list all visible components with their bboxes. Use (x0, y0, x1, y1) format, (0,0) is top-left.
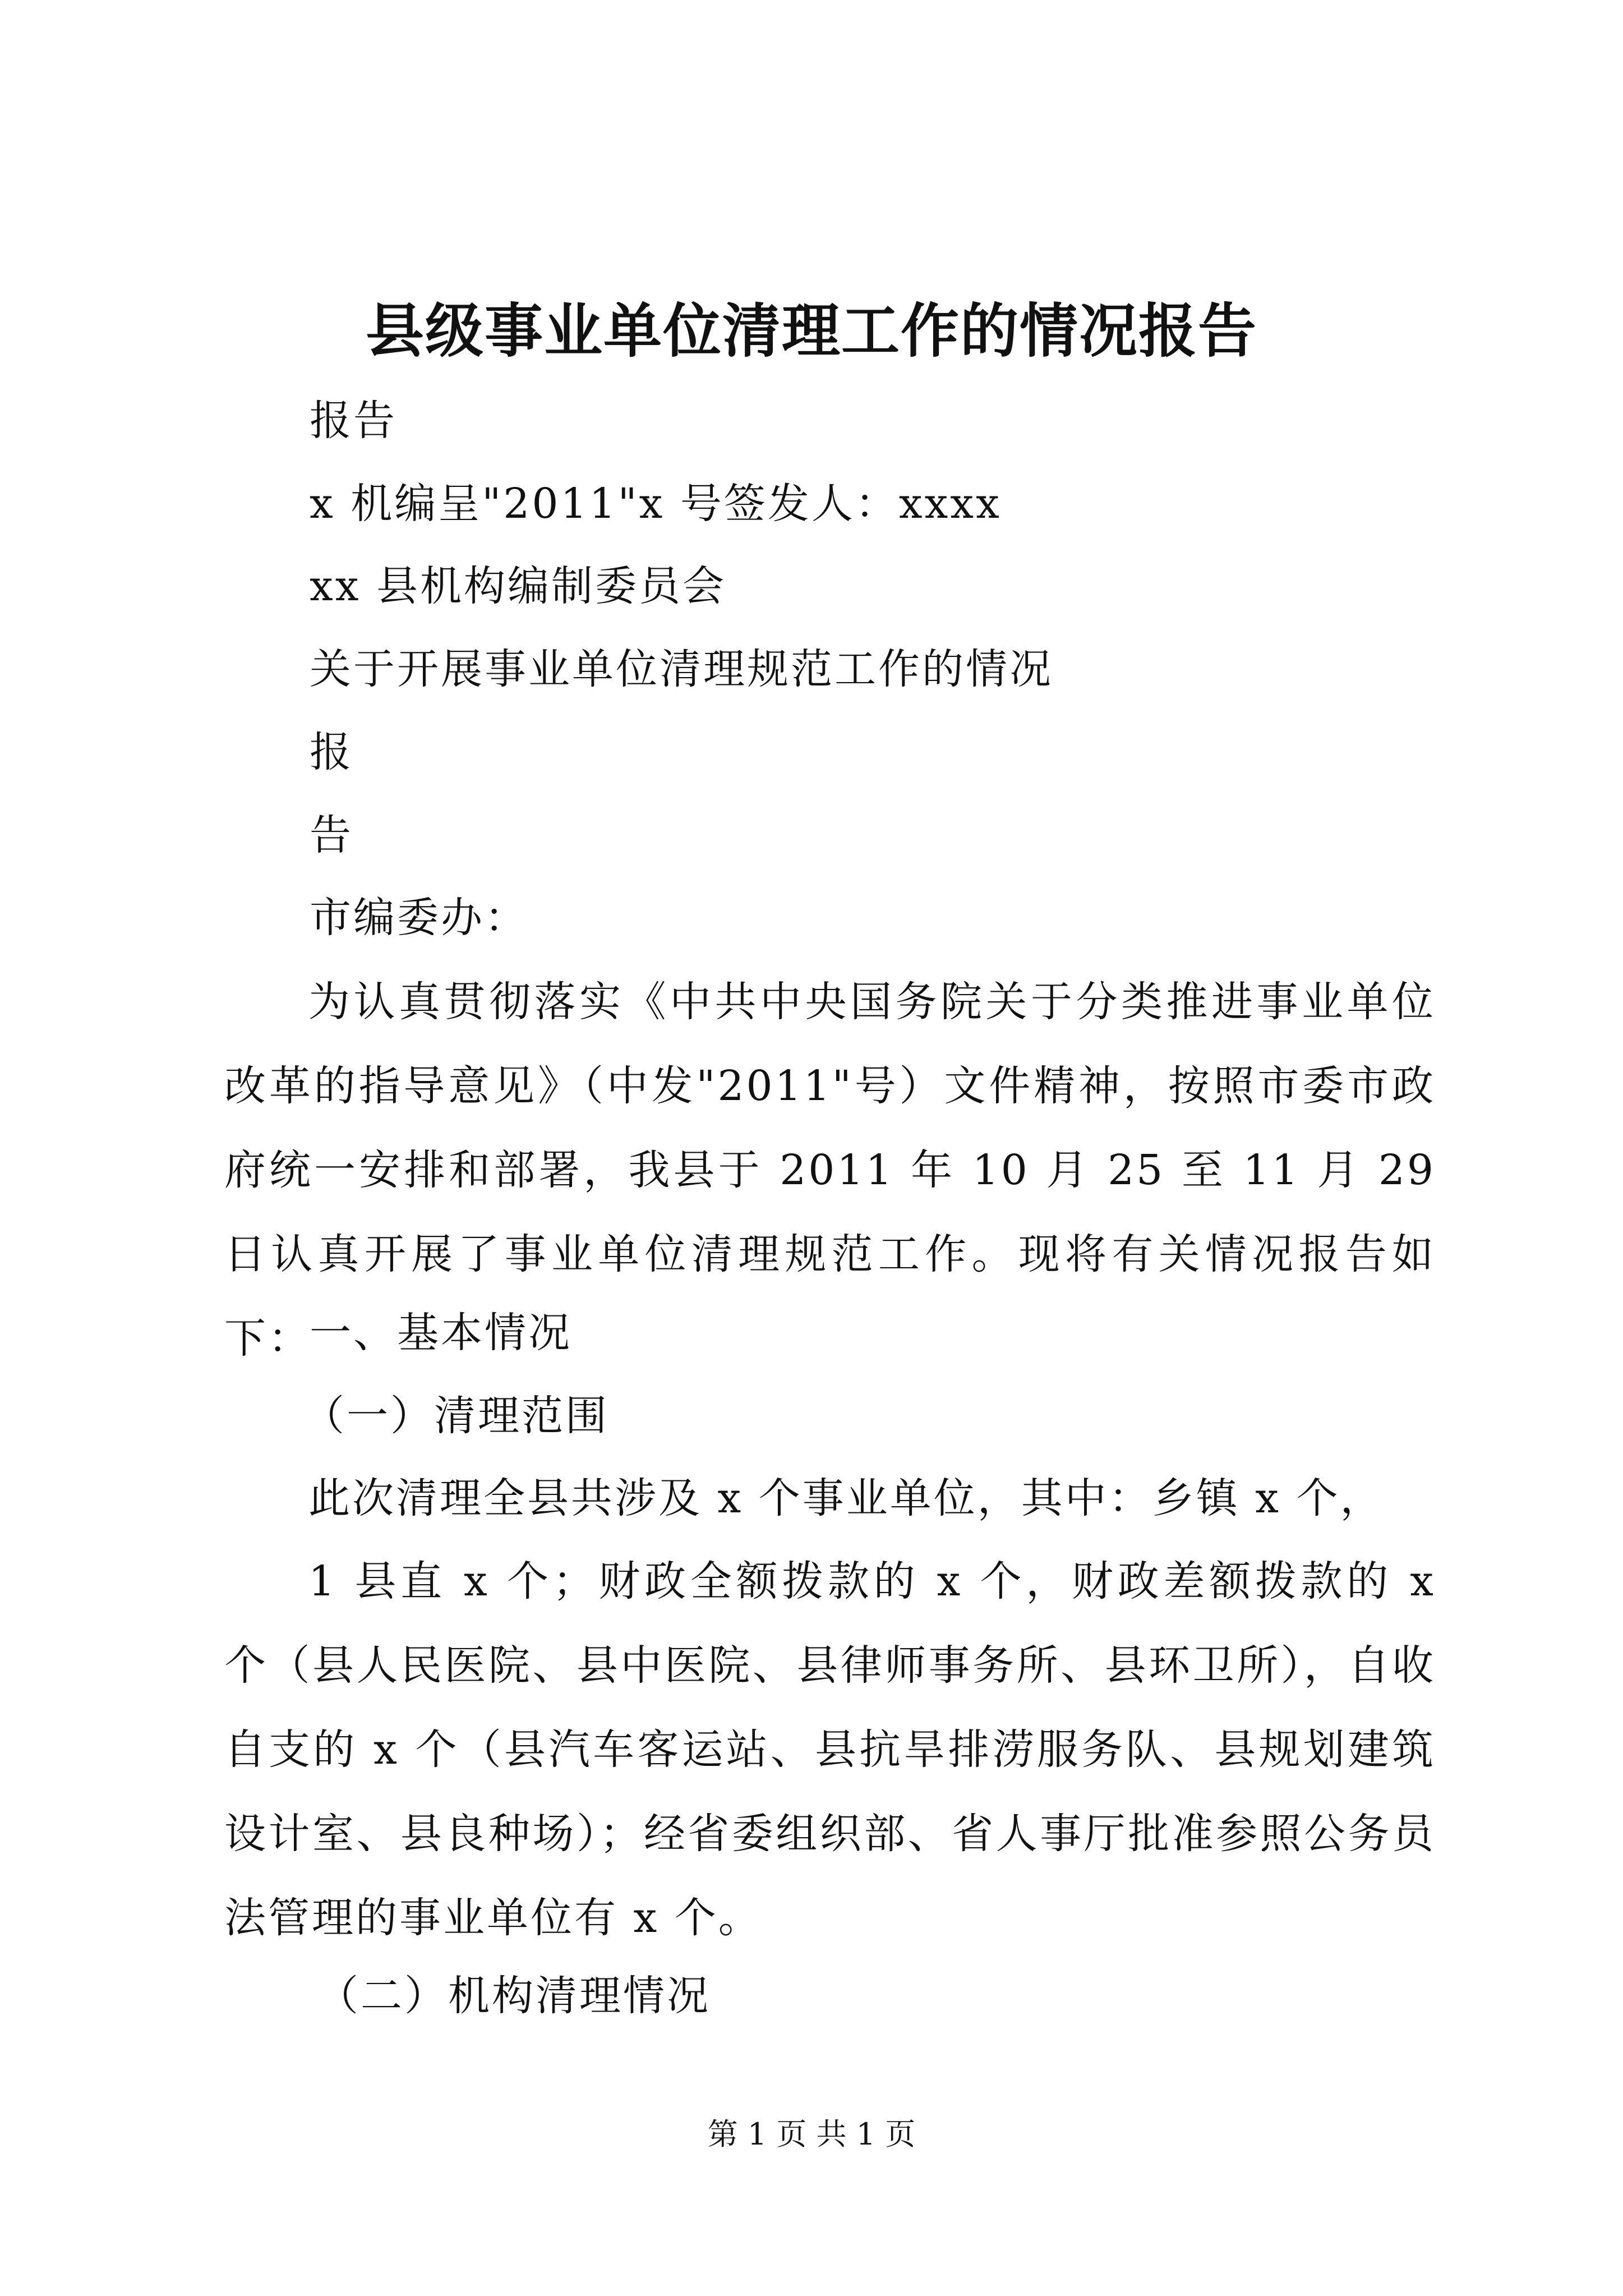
subject-line: 关于开展事业单位清理规范工作的情况 (310, 645, 1053, 693)
document-title: 县级事业单位清理工作的情况报告 (365, 296, 1257, 365)
scope-detail-paragraph: 1 县直 x 个；财政全额拨款的 x 个，财政差额拨款的 x 个（县人民医院、县中医院、县律师事务所、县环卫所），自收自支的 x 个（县汽车客运站、县抗旱排涝服务队、县规划建筑设计室、县良种场）；经省委组织部、省人事厅批准参照公务员法管理的事业单位有 x 个。 (224, 1557, 1436, 1942)
header-line-report: 报告 (310, 397, 397, 445)
section-heading-basic: 一、基本情况 (310, 1309, 572, 1357)
scope-paragraph: 此次清理全县共涉及 x 个事业单位，其中：乡镇 x 个， (308, 1474, 1384, 1522)
subsection-heading-scope: （一）清理范围 (303, 1392, 609, 1440)
subject-line-report-1: 报 (310, 728, 353, 776)
document-number-line: x 机编呈"2011"x 号签发人：xxxx (310, 480, 1002, 528)
intro-paragraph: 为认真贯彻落实《中共中央国务院关于分类推进事业单位改革的指导意见》（中发"2011"号）文件精神，按照市委市政府统一安排和部署，我县于 2011 年 10 月 25 至 11 月 29 日认真开展了事业单位清理规范工作。现将有关情况报告如下： (224, 978, 1436, 1363)
addressee-line: 市编委办： (310, 894, 528, 942)
subsection-heading-institutions: （二）机构清理情况 (317, 1972, 711, 2020)
issuer-line: xx 县机构编制委员会 (310, 562, 726, 610)
subject-line-report-2: 告 (310, 811, 353, 859)
page-footer: 第 1 页 共 1 页 (707, 2116, 916, 2152)
